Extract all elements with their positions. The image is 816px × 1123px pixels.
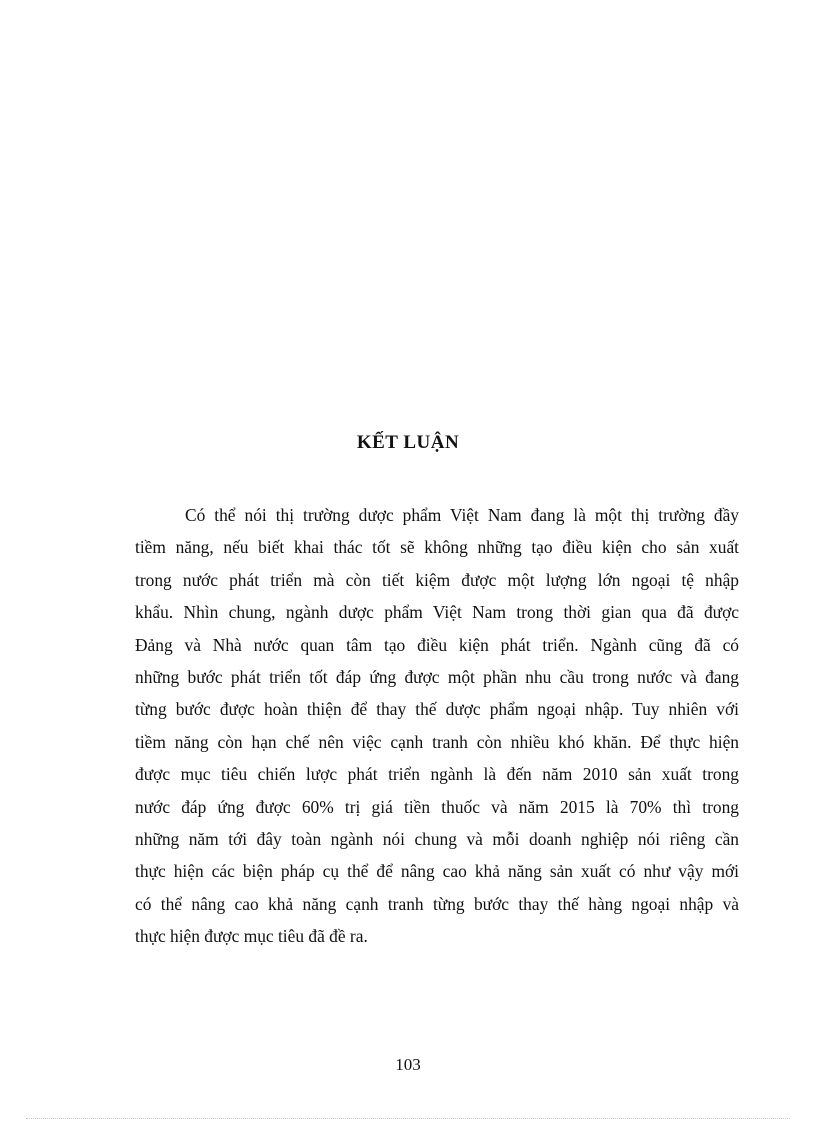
paragraph-line: từng bước được hoàn thiện để thay thế dược phẩm ngoại nhập. Tuy nhiên với	[135, 699, 739, 720]
paragraph-line: có thể nâng cao khả năng cạnh tranh từng bước thay thế hàng ngoại nhập và	[135, 893, 739, 914]
page-title: KẾT LUẬN	[356, 432, 460, 453]
paragraph-line: thực hiện các biện pháp cụ thể để nâng cao khả năng sản xuất có như vậy mới	[135, 861, 739, 882]
paragraph-line: được mục tiêu chiến lược phát triển ngành là đến năm 2010 sản xuất trong	[135, 764, 739, 785]
paragraph-line: tiềm năng còn hạn chế nên việc cạnh tranh còn nhiều khó khăn. Để thực hiện	[135, 731, 739, 752]
page-number: 103	[395, 1055, 421, 1074]
paragraph-line: những bước phát triển tốt đáp ứng được một phần nhu cầu trong nước và đang	[135, 667, 739, 688]
footer-divider	[26, 1118, 790, 1119]
paragraph-line: nước đáp ứng được 60% trị giá tiền thuốc và năm 2015 là 70% thì trong	[135, 796, 739, 817]
paragraph-line: khẩu. Nhìn chung, ngành dược phẩm Việt Nam trong thời gian qua đã được	[135, 602, 739, 623]
conclusion-paragraph	[135, 499, 739, 953]
paragraph-line: trong nước phát triển mà còn tiết kiệm được một lượng lớn ngoại tệ nhập	[135, 569, 739, 590]
paragraph-line: thực hiện được mục tiêu đã đề ra.	[135, 926, 368, 947]
paragraph-line: tiềm năng, nếu biết khai thác tốt sẽ không những tạo điều kiện cho sản xuất	[135, 537, 739, 558]
paragraph-line: Đảng và Nhà nước quan tâm tạo điều kiện phát triển. Ngành cũng đã có	[135, 634, 739, 655]
paragraph-line: những năm tới đây toàn ngành nói chung và mỗi doanh nghiệp nói riêng cần	[135, 829, 739, 850]
paragraph-line: Có thể nói thị trường dược phẩm Việt Nam đang là một thị trường đầy	[185, 505, 739, 525]
